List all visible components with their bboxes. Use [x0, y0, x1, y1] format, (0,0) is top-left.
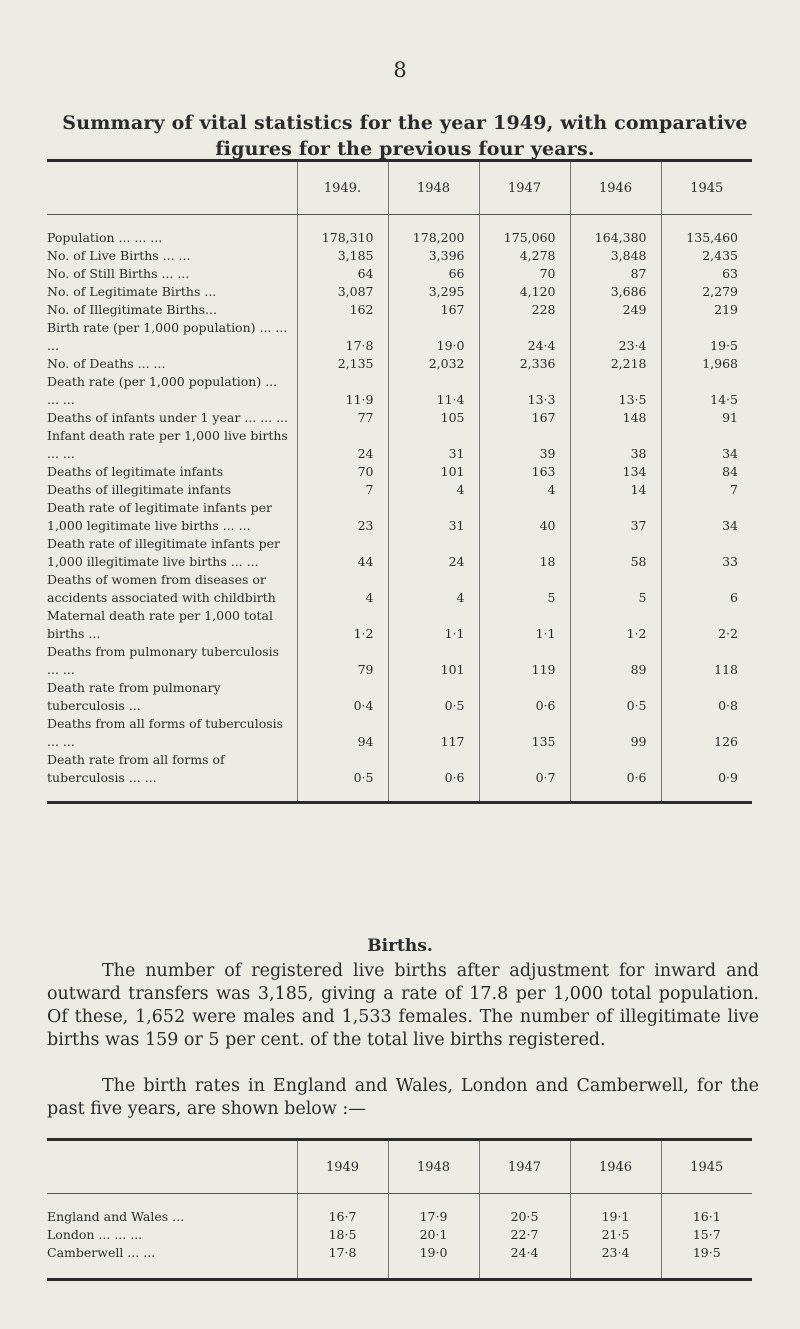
cell-value: 13·5	[570, 373, 661, 409]
cell-value: 2,135	[297, 355, 388, 373]
cell-value: 14	[570, 481, 661, 499]
row-label: Population ... ... ...	[47, 230, 163, 245]
table-row	[47, 409, 752, 427]
row-label: No. of Deaths ... ...	[47, 356, 166, 371]
row-label: Deaths of infants under 1 year ... ... ...	[47, 410, 288, 425]
cell-value: 134	[570, 463, 661, 481]
cell-value: 3,848	[570, 247, 661, 265]
row-label: England and Wales ...	[47, 1209, 185, 1224]
cell-value: 4,278	[479, 247, 570, 265]
cell-value: 16·7	[297, 1194, 388, 1227]
table-header-row	[47, 1140, 752, 1194]
births-heading: Births.	[367, 936, 433, 956]
birth-rates-intro	[47, 1075, 759, 1121]
cell-value: 249	[570, 301, 661, 319]
table-row	[47, 535, 752, 571]
table-row	[47, 301, 752, 319]
cell-value: 117	[388, 715, 479, 751]
year-header: 1947	[479, 1140, 570, 1194]
cell-value: 20·1	[388, 1226, 479, 1244]
cell-value: 4	[388, 481, 479, 499]
birth-rates-table	[47, 1138, 752, 1281]
cell-value: 2,218	[570, 355, 661, 373]
year-header: 1946	[570, 1140, 661, 1194]
table-row	[47, 319, 752, 355]
cell-value: 37	[570, 499, 661, 535]
cell-value: 4	[297, 571, 388, 607]
table-row	[47, 607, 752, 643]
row-label: Death rate from pulmonary tuberculosis ...	[47, 680, 221, 713]
cell-value: 24	[388, 535, 479, 571]
cell-value: 5	[570, 571, 661, 607]
cell-value: 19·5	[661, 319, 752, 355]
cell-value: 0·6	[570, 751, 661, 803]
cell-value: 24·4	[479, 319, 570, 355]
table-row	[47, 571, 752, 607]
row-label: Deaths from pulmonary tuberculosis ... ...	[47, 644, 280, 677]
cell-value: 101	[388, 643, 479, 679]
year-header: 1947	[479, 161, 570, 215]
cell-value: 38	[570, 427, 661, 463]
cell-value: 34	[661, 427, 752, 463]
cell-value: 2,336	[479, 355, 570, 373]
cell-value: 63	[661, 265, 752, 283]
cell-value: 4	[388, 571, 479, 607]
table-row	[47, 481, 752, 499]
cell-value: 11·4	[388, 373, 479, 409]
cell-value: 22·7	[479, 1226, 570, 1244]
cell-value: 87	[570, 265, 661, 283]
header-blank	[47, 1140, 297, 1194]
row-label: London ... ... ...	[47, 1227, 143, 1242]
cell-value: 14·5	[661, 373, 752, 409]
row-label: Deaths from all forms of tuberculosis ... ...	[47, 716, 284, 749]
cell-value: 18·5	[297, 1226, 388, 1244]
year-header: 1948	[388, 1140, 479, 1194]
vital-statistics-table	[47, 159, 752, 804]
table-row	[47, 499, 752, 535]
year-header: 1945	[661, 161, 752, 215]
cell-value: 23·4	[570, 1244, 661, 1280]
table-row	[47, 1244, 752, 1280]
row-label: Infant death rate per 1,000 live births ... ...	[47, 428, 288, 461]
cell-value: 1,968	[661, 355, 752, 373]
cell-value: 34	[661, 499, 752, 535]
cell-value: 33	[661, 535, 752, 571]
table-row	[47, 715, 752, 751]
cell-value: 1·2	[297, 607, 388, 643]
cell-value: 19·1	[570, 1194, 661, 1227]
cell-value: 17·8	[297, 319, 388, 355]
cell-value: 17·8	[297, 1244, 388, 1280]
cell-value: 77	[297, 409, 388, 427]
cell-value: 3,295	[388, 283, 479, 301]
cell-value: 3,396	[388, 247, 479, 265]
cell-value: 135	[479, 715, 570, 751]
cell-value: 178,310	[297, 215, 388, 248]
cell-value: 1·2	[570, 607, 661, 643]
cell-value: 20·5	[479, 1194, 570, 1227]
cell-value: 219	[661, 301, 752, 319]
cell-value: 164,380	[570, 215, 661, 248]
cell-value: 39	[479, 427, 570, 463]
cell-value: 228	[479, 301, 570, 319]
cell-value: 175,060	[479, 215, 570, 248]
table-row	[47, 463, 752, 481]
table-row	[47, 1194, 752, 1227]
row-label: Maternal death rate per 1,000 total births ...	[47, 608, 273, 641]
cell-value: 148	[570, 409, 661, 427]
cell-value: 135,460	[661, 215, 752, 248]
row-label: No. of Live Births ... ...	[47, 248, 191, 263]
cell-value: 21·5	[570, 1226, 661, 1244]
row-label: Death rate from all forms of tuberculosis ... ...	[47, 751, 297, 803]
cell-value: 0·6	[479, 679, 570, 715]
cell-value: 18	[479, 535, 570, 571]
year-header: 1946	[570, 161, 661, 215]
cell-value: 94	[297, 715, 388, 751]
year-header: 1949	[297, 1140, 388, 1194]
row-label: Deaths of women from diseases or accidents associated with childbirth	[47, 572, 276, 605]
page-title: Summary of vital statistics for the year 1949, with comparative figures for the previous four years.	[62, 112, 748, 160]
table-row	[47, 751, 752, 803]
cell-value: 24	[297, 427, 388, 463]
table-row	[47, 355, 752, 373]
cell-value: 0·5	[388, 679, 479, 715]
cell-value: 3,686	[570, 283, 661, 301]
table-row	[47, 247, 752, 265]
cell-value: 17·9	[388, 1194, 479, 1227]
table-row	[47, 265, 752, 283]
row-label: No. of Still Births ... ...	[47, 266, 190, 281]
cell-value: 31	[388, 427, 479, 463]
table-row	[47, 215, 752, 248]
births-paragraph	[47, 960, 759, 1052]
cell-value: 5	[479, 571, 570, 607]
cell-value: 162	[297, 301, 388, 319]
row-label: Death rate (per 1,000 population) ... ... ...	[47, 374, 278, 407]
cell-value: 163	[479, 463, 570, 481]
cell-value: 24·4	[479, 1244, 570, 1280]
cell-value: 2,435	[661, 247, 752, 265]
year-header: 1949.	[297, 161, 388, 215]
row-label: Birth rate (per 1,000 population) ... ... ...	[47, 320, 288, 353]
table-row	[47, 427, 752, 463]
year-header: 1948	[388, 161, 479, 215]
cell-value: 66	[388, 265, 479, 283]
cell-value: 19·0	[388, 1244, 479, 1280]
table-row	[47, 373, 752, 409]
cell-value: 2·2	[661, 607, 752, 643]
table-row	[47, 679, 752, 715]
cell-value: 13·3	[479, 373, 570, 409]
cell-value: 84	[661, 463, 752, 481]
cell-value: 2,279	[661, 283, 752, 301]
cell-value: 0·8	[661, 679, 752, 715]
birth-rates-intro-text: The birth rates in England and Wales, London and Camberwell, for the past five years, are shown below :—	[47, 1076, 759, 1119]
cell-value: 1·1	[388, 607, 479, 643]
cell-value: 3,087	[297, 283, 388, 301]
cell-value: 101	[388, 463, 479, 481]
page-number: 8	[393, 58, 407, 82]
row-label: Deaths of illegitimate infants	[47, 482, 232, 497]
row-label: No. of Legitimate Births ...	[47, 284, 217, 299]
cell-value: 23·4	[570, 319, 661, 355]
cell-value: 89	[570, 643, 661, 679]
cell-value: 167	[388, 301, 479, 319]
cell-value: 15·7	[661, 1226, 752, 1244]
cell-value: 19·5	[661, 1244, 752, 1280]
cell-value: 40	[479, 499, 570, 535]
cell-value: 64	[297, 265, 388, 283]
cell-value: 91	[661, 409, 752, 427]
cell-value: 16·1	[661, 1194, 752, 1227]
cell-value: 105	[388, 409, 479, 427]
row-label: Death rate of legitimate infants per 1,000 legitimate live births ... ...	[47, 500, 272, 533]
cell-value: 1·1	[479, 607, 570, 643]
table-header-row	[47, 161, 752, 215]
cell-value: 11·9	[297, 373, 388, 409]
cell-value: 0·4	[297, 679, 388, 715]
row-label: Deaths of legitimate infants	[47, 464, 224, 479]
cell-value: 178,200	[388, 215, 479, 248]
cell-value: 0·5	[297, 751, 388, 803]
cell-value: 6	[661, 571, 752, 607]
cell-value: 79	[297, 643, 388, 679]
cell-value: 4,120	[479, 283, 570, 301]
cell-value: 0·6	[388, 751, 479, 803]
cell-value: 7	[297, 481, 388, 499]
cell-value: 70	[297, 463, 388, 481]
cell-value: 167	[479, 409, 570, 427]
table-row	[47, 643, 752, 679]
births-paragraph-text: The number of registered live births after adjustment for inward and outward transfers was 3,185, giving a rate of 17.8 per 1,000 total population. Of these, 1,652 were males and 1,533 females. The number of illegitimate live births was 159 or 5 per cent. of the total live births registered.	[47, 961, 759, 1050]
row-label: No. of Illegitimate Births...	[47, 302, 217, 317]
cell-value: 126	[661, 715, 752, 751]
cell-value: 23	[297, 499, 388, 535]
cell-value: 119	[479, 643, 570, 679]
cell-value: 4	[479, 481, 570, 499]
cell-value: 0·5	[570, 679, 661, 715]
cell-value: 70	[479, 265, 570, 283]
cell-value: 99	[570, 715, 661, 751]
cell-value: 2,032	[388, 355, 479, 373]
table-row	[47, 283, 752, 301]
cell-value: 44	[297, 535, 388, 571]
cell-value: 7	[661, 481, 752, 499]
cell-value: 19·0	[388, 319, 479, 355]
cell-value: 0·9	[661, 751, 752, 803]
year-header: 1945	[661, 1140, 752, 1194]
cell-value: 58	[570, 535, 661, 571]
cell-value: 0·7	[479, 751, 570, 803]
cell-value: 3,185	[297, 247, 388, 265]
row-label: Camberwell ... ...	[47, 1244, 297, 1280]
cell-value: 31	[388, 499, 479, 535]
header-blank	[47, 161, 297, 215]
table-row	[47, 1226, 752, 1244]
row-label: Death rate of illegitimate infants per 1,000 illegitimate live births ... ...	[47, 536, 280, 569]
cell-value: 118	[661, 643, 752, 679]
